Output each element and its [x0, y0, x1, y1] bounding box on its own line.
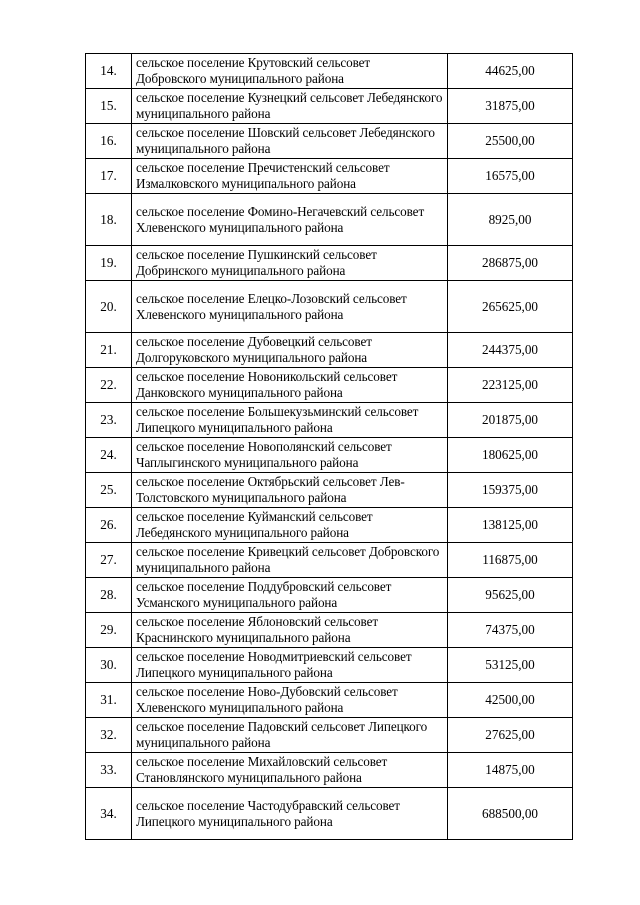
row-number: 21. — [86, 333, 132, 368]
table-row — [86, 159, 573, 194]
settlement-name: сельское поселение Фомино-Негачевский сельсовет Хлевенского муниципального района — [132, 194, 448, 246]
row-number: 22. — [86, 368, 132, 403]
table-row — [86, 753, 573, 788]
table-row — [86, 508, 573, 543]
table-row — [86, 683, 573, 718]
amount-cell: 116875,00 — [448, 543, 573, 578]
amount-cell: 201875,00 — [448, 403, 573, 438]
row-number: 30. — [86, 648, 132, 683]
table-row — [86, 543, 573, 578]
row-number: 15. — [86, 89, 132, 124]
settlement-name: сельское поселение Михайловский сельсовет Становлянского муниципального района — [132, 753, 448, 788]
amount-cell: 159375,00 — [448, 473, 573, 508]
table-row — [86, 403, 573, 438]
settlement-name: сельское поселение Новодмитриевский сельсовет Липецкого муниципального района — [132, 648, 448, 683]
settlement-name: сельское поселение Шовский сельсовет Лебедянского муниципального района — [132, 124, 448, 159]
row-number: 20. — [86, 281, 132, 333]
row-number: 17. — [86, 159, 132, 194]
table-row — [86, 473, 573, 508]
amount-cell: 25500,00 — [448, 124, 573, 159]
settlement-name: сельское поселение Октябрьский сельсовет Лев-Толстовского муниципального района — [132, 473, 448, 508]
amount-cell: 223125,00 — [448, 368, 573, 403]
row-number: 29. — [86, 613, 132, 648]
table-row — [86, 333, 573, 368]
amount-cell: 53125,00 — [448, 648, 573, 683]
table-row — [86, 54, 573, 89]
settlement-name: сельское поселение Кривецкий сельсовет Добровского муниципального района — [132, 543, 448, 578]
table-row — [86, 718, 573, 753]
settlement-name: сельское поселение Поддубровский сельсовет Усманского муниципального района — [132, 578, 448, 613]
amount-cell: 286875,00 — [448, 246, 573, 281]
allocation-table — [85, 53, 573, 840]
amount-cell: 95625,00 — [448, 578, 573, 613]
row-number: 14. — [86, 54, 132, 89]
table-row — [86, 613, 573, 648]
amount-cell: 180625,00 — [448, 438, 573, 473]
row-number: 23. — [86, 403, 132, 438]
amount-cell: 44625,00 — [448, 54, 573, 89]
row-number: 31. — [86, 683, 132, 718]
row-number: 24. — [86, 438, 132, 473]
settlement-name: сельское поселение Новополянский сельсовет Чаплыгинского муниципального района — [132, 438, 448, 473]
table-row — [86, 368, 573, 403]
row-number: 28. — [86, 578, 132, 613]
settlement-name: сельское поселение Крутовский сельсовет Добровского муниципального района — [132, 54, 448, 89]
settlement-name: сельское поселение Пушкинский сельсовет Добринского муниципального района — [132, 246, 448, 281]
settlement-name: сельское поселение Большекузьминский сельсовет Липецкого муниципального района — [132, 403, 448, 438]
settlement-name: сельское поселение Падовский сельсовет Липецкого муниципального района — [132, 718, 448, 753]
table-row — [86, 788, 573, 840]
amount-cell: 688500,00 — [448, 788, 573, 840]
table-row — [86, 89, 573, 124]
row-number: 32. — [86, 718, 132, 753]
settlement-name: сельское поселение Дубовецкий сельсовет Долгоруковского муниципального района — [132, 333, 448, 368]
settlement-name: сельское поселение Елецко-Лозовский сельсовет Хлевенского муниципального района — [132, 281, 448, 333]
settlement-name: сельское поселение Пречистенский сельсовет Измалковского муниципального района — [132, 159, 448, 194]
settlement-name: сельское поселение Куйманский сельсовет Лебедянского муниципального района — [132, 508, 448, 543]
amount-cell: 265625,00 — [448, 281, 573, 333]
row-number: 26. — [86, 508, 132, 543]
settlement-name: сельское поселение Кузнецкий сельсовет Лебедянского муниципального района — [132, 89, 448, 124]
table-body — [86, 54, 573, 840]
row-number: 27. — [86, 543, 132, 578]
table-row — [86, 438, 573, 473]
settlement-name: сельское поселение Новоникольский сельсовет Данковского муниципального района — [132, 368, 448, 403]
amount-cell: 27625,00 — [448, 718, 573, 753]
amount-cell: 8925,00 — [448, 194, 573, 246]
table-row — [86, 246, 573, 281]
table-row — [86, 124, 573, 159]
row-number: 18. — [86, 194, 132, 246]
amount-cell: 74375,00 — [448, 613, 573, 648]
amount-cell: 16575,00 — [448, 159, 573, 194]
row-number: 34. — [86, 788, 132, 840]
amount-cell: 42500,00 — [448, 683, 573, 718]
table-row — [86, 648, 573, 683]
amount-cell: 138125,00 — [448, 508, 573, 543]
settlement-name: сельское поселение Частодубравский сельсовет Липецкого муниципального района — [132, 788, 448, 840]
table-row — [86, 281, 573, 333]
row-number: 33. — [86, 753, 132, 788]
amount-cell: 14875,00 — [448, 753, 573, 788]
table-row — [86, 578, 573, 613]
amount-cell: 244375,00 — [448, 333, 573, 368]
row-number: 19. — [86, 246, 132, 281]
settlement-name: сельское поселение Ново-Дубовский сельсовет Хлевенского муниципального района — [132, 683, 448, 718]
row-number: 25. — [86, 473, 132, 508]
amount-cell: 31875,00 — [448, 89, 573, 124]
table-row — [86, 194, 573, 246]
row-number: 16. — [86, 124, 132, 159]
settlement-name: сельское поселение Яблоновский сельсовет Краснинского муниципального района — [132, 613, 448, 648]
